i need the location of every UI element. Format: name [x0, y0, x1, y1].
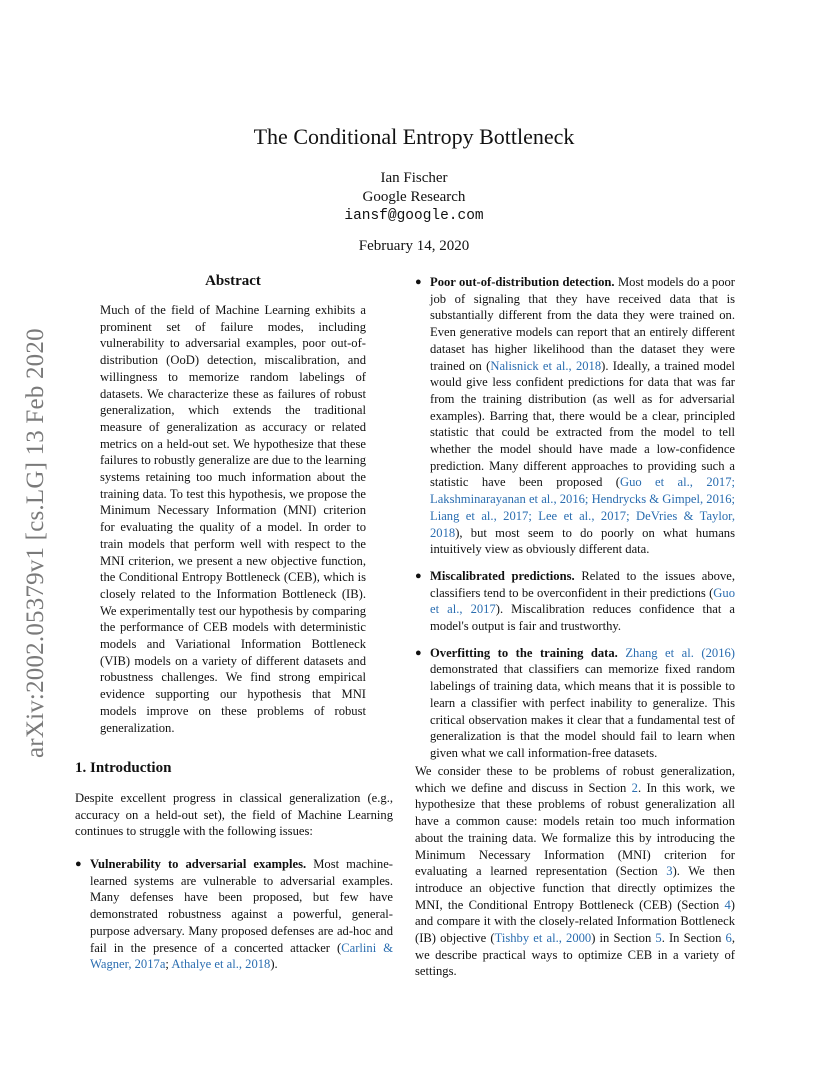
citation-link[interactable]: Carlini & Wagner, 2017a	[90, 940, 394, 972]
bullet-text: ), but most seem to do poorly on what humans intuitively view as obviously different data.	[430, 525, 735, 557]
section-ref-link[interactable]: 5	[655, 931, 662, 946]
arxiv-identifier: arXiv:2002.05379v1 [cs.LG] 13 Feb 2020	[22, 328, 49, 758]
bullet-text-end: ).	[270, 957, 278, 972]
bullet-heading: Poor out-of-distribution detection.	[430, 275, 615, 289]
section-heading-introduction: 1. Introduction	[75, 760, 172, 776]
bullet-calibration	[415, 568, 735, 635]
bullet-text: Most machine-learned systems are vulnerable to adversarial examples. Many defenses have been proposed, but few have demonstrated robustness against a powerful, general-purpose adversary. Many proposed defenses are ad-hoc and fail in the presence of a concerted attacker (	[90, 857, 393, 955]
bullet-heading: Vulnerability to adversarial examples.	[90, 857, 307, 871]
bullet-text: demonstrated that classifiers can memorize fixed random labelings of training data, which means that it is possible to learn a classifier with perfect inability to generalize. This critical observation makes it clear that a fundamental test of generalization is that the model should fail to learn when given what we call information-free datasets.	[430, 662, 735, 760]
bullet-icon: ●	[415, 276, 422, 288]
bullet-text: ). Ideally, a trained model would give less confident predictions for data that was far from the training distribution (as well as for adversarial examples). Barring that, there would be a clear, principled statistic that could be extracted from the model to tell whether the model should have made a low-confidence prediction. Many different approaches to providing such a statistic have been proposed (	[430, 358, 735, 490]
paper-title: The Conditional Entropy Bottleneck	[253, 124, 575, 149]
bullet-icon: ●	[415, 646, 422, 659]
section-ref-link[interactable]: 4	[724, 897, 731, 912]
paragraph-text: . In Section	[661, 931, 726, 946]
bullet-heading: Miscalibrated predictions.	[430, 568, 575, 583]
abstract-heading: Abstract	[205, 273, 261, 289]
intro-closing-paragraph	[415, 763, 735, 980]
paragraph-text: . In this work, we hypothesize that these problems of robust generalization all have a common cause: models retain too much information about the training data. We formalize this by introducing the Minimum Necessary Information (MNI) criterion for evaluating a learned representation (Section	[415, 780, 735, 879]
bullet-overfitting	[415, 645, 735, 762]
abstract-text: Much of the field of Machine Learning exhibits a prominent set of failure modes, including vulnerability to adversarial examples, poor out-of-distribution (OoD) detection, miscalibration, and willingness to memorize random labelings of datasets. We characterize these as failures of robust generalization, which extends the traditional measure of generalization as accuracy or related metrics on a held-out set. We hypothesize that these failures to robustly generalize are due to the learning systems retaining too much information about the training data. To test this hypothesis, we propose the Minimum Necessary Information (MNI) criterion for evaluating the quality of a model. In order to train models that perform well with respect to the MNI criterion, we present a new objective function, the Conditional Entropy Bottleneck (CEB), which is closely related to the Information Bottleneck (IB). We experimentally test our hypothesis by comparing the performance of CEB models with deterministic models and Variational Information Bottleneck (VIB) models on a variety of different datasets and robustness challenges. We find strong empirical evidence supporting our hypothesis that MNI models improve on these problems of robust generalization.	[100, 303, 366, 735]
author-name: Ian Fischer	[380, 170, 448, 186]
paper-date: February 14, 2020	[358, 238, 470, 254]
paragraph-text: ). We then introduce an objective function that directly optimizes the MNI, the Conditional Entropy Bottleneck (CEB) (Section	[415, 864, 735, 912]
bullet-text: Most models do a poor job of signaling that they have received data that is substantially different from the data they were trained on. Even generative models can report that an entirely different dataset has higher likelihood than the dataset they were trained on (	[430, 275, 735, 373]
citation-link[interactable]: Athalye et al., 2018	[171, 957, 271, 972]
paragraph-text: ) in Section	[591, 931, 656, 946]
section-ref-link[interactable]: 3	[666, 864, 673, 879]
paragraph-text: , we describe practical ways to optimize CEB in a variety of settings.	[415, 931, 735, 979]
citation-link[interactable]: Tishby et al., 2000	[494, 931, 592, 946]
paragraph-text: We consider these to be problems of robust generalization, which we define and discuss in Section	[415, 764, 735, 795]
citation-link[interactable]: Guo et al., 2017; Lakshminarayanan et al., 2016; Hendrycks & Gimpel, 2016; Liang et al., 2017; Lee et al., 2017; DeVries & Taylor, 2018	[430, 475, 735, 540]
bullet-adversarial	[75, 856, 393, 973]
intro-paragraph: Despite excellent progress in classical generalization (e.g., accuracy on a held-out set), the field of Machine Learning continues to struggle with the following issues:	[75, 791, 393, 839]
paragraph-text: ) and compare it with the closely-related Information Bottleneck (IB) objective (	[415, 897, 735, 946]
author-affiliation: Google Research	[362, 189, 466, 205]
section-ref-link[interactable]: 6	[725, 931, 732, 946]
bullet-text: ). Miscalibration reduces confidence that a model's output is fair and trustworthy.	[430, 602, 736, 634]
bullet-text: Related to the issues above, classifiers tend to be overconfident in their predictions (	[430, 568, 735, 600]
section-ref-link[interactable]: 2	[631, 780, 638, 795]
left-bullet-list	[75, 856, 393, 981]
bullet-icon: ●	[75, 858, 82, 870]
citation-link[interactable]: Nalisnick et al., 2018	[490, 358, 602, 373]
bullet-ood	[415, 274, 735, 558]
citation-link[interactable]: Zhang et al. (2016)	[625, 645, 735, 660]
author-email: iansf@google.com	[344, 208, 484, 224]
bullet-heading: Overfitting to the training data.	[430, 645, 618, 660]
bullet-icon: ●	[415, 569, 422, 582]
right-bullet-list	[415, 274, 735, 772]
citation-link[interactable]: Guo et al., 2017	[430, 585, 735, 617]
citation-separator: ;	[165, 957, 172, 972]
